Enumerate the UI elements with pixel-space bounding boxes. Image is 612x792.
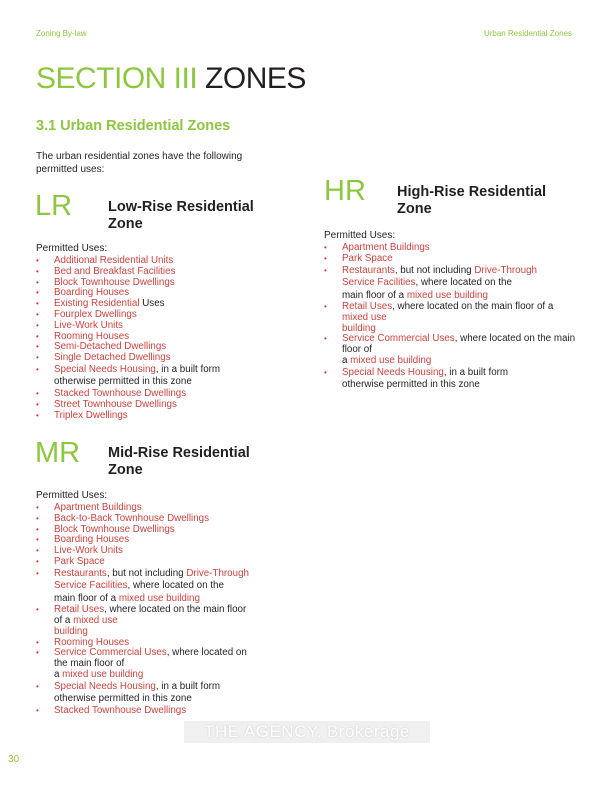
hr-permitted-label: Permitted Uses: (324, 230, 396, 241)
list-item (36, 557, 286, 568)
use-link[interactable]: Service Facilities (342, 277, 416, 289)
use-text: , in a built form (155, 363, 221, 375)
lr-zone-code: LR (35, 190, 73, 222)
use-text: , but not including (394, 264, 475, 276)
list-item (36, 411, 286, 422)
mr-title-line1: Mid-Rise Residential (108, 445, 250, 461)
use-text: otherwise permitted in this zone (54, 376, 192, 388)
use-link[interactable]: mixed use building (350, 355, 432, 367)
lr-title-line1: Low-Rise Residential (108, 199, 254, 215)
use-text: , but not including (106, 567, 187, 579)
use-link[interactable]: Drive-Through (186, 567, 249, 579)
use-link[interactable]: Special Needs Housing (54, 680, 156, 692)
use-text: , in a built form (443, 366, 509, 378)
use-text: the main floor of (54, 658, 125, 670)
list-item (36, 353, 286, 364)
use-link[interactable]: Apartment Buildings (342, 242, 430, 253)
mr-zone-code: MR (35, 437, 81, 469)
hr-zone-code: HR (324, 175, 366, 207)
use-link[interactable]: Service Commercial Uses (342, 333, 455, 345)
use-link[interactable]: Stacked Townhouse Dwellings (54, 387, 187, 399)
use-link[interactable]: Fourplex Dwellings (54, 308, 137, 320)
use-link[interactable]: Service Facilities (54, 580, 128, 592)
use-link[interactable]: Park Space (342, 252, 393, 264)
list-item (36, 605, 286, 637)
use-link[interactable]: Special Needs Housing (54, 363, 156, 375)
list-item (324, 367, 612, 392)
use-link[interactable]: Boarding Houses (54, 287, 130, 299)
list-item (36, 681, 286, 706)
watermark: THE AGENCY, Brokerage (184, 721, 430, 743)
use-link[interactable]: building (54, 625, 88, 637)
mr-zone-title (108, 445, 250, 479)
hr-title-line2: Zone (397, 201, 432, 217)
lr-zone-title (108, 199, 254, 233)
use-link[interactable]: Retail Uses (342, 301, 393, 313)
use-link[interactable]: Rooming Houses (54, 330, 130, 342)
use-text: , where located on the main floor of a (392, 301, 554, 313)
use-text: , where located on the (127, 580, 224, 592)
use-link[interactable]: building (342, 322, 376, 334)
use-link[interactable]: Street Townhouse Dwellings (54, 398, 177, 410)
use-link[interactable]: Bed and Breakfast Facilities (54, 265, 176, 277)
lr-title-line2: Zone (108, 216, 143, 232)
use-link[interactable]: mixed use building (62, 669, 144, 681)
use-link[interactable]: Retail Uses (54, 604, 105, 616)
list-item (36, 706, 286, 717)
use-text: , where located on the (415, 277, 512, 289)
use-text: , where located on (166, 647, 247, 659)
use-text: , in a built form (155, 680, 221, 692)
list-item (36, 648, 286, 680)
lr-permitted-label: Permitted Uses: (36, 243, 108, 254)
hr-uses-list (324, 243, 612, 392)
list-item (36, 364, 286, 389)
use-link[interactable]: Restaurants (54, 567, 107, 579)
use-text: otherwise permitted in this zone (54, 693, 192, 705)
mr-title-line2: Zone (108, 462, 143, 478)
use-link[interactable]: Single Detached Dwellings (54, 352, 171, 364)
use-link[interactable]: Live-Work Units (54, 545, 123, 557)
use-text: floor of (342, 344, 372, 356)
lr-uses-list (36, 256, 286, 421)
use-link[interactable]: mixed use building (406, 289, 488, 301)
use-link[interactable]: Existing Residential (54, 298, 140, 310)
list-item (324, 265, 612, 303)
mr-uses-list (36, 503, 286, 717)
intro-paragraph: The urban residential zones have the following permitted uses: (36, 151, 243, 175)
use-link[interactable]: mixed use (342, 311, 387, 323)
use-text: otherwise permitted in this zone (342, 379, 480, 391)
list-item (324, 334, 612, 366)
use-link[interactable]: Additional Residential Units (54, 255, 174, 266)
use-text: main floor of a (342, 289, 407, 301)
use-link[interactable]: Stacked Townhouse Dwellings (54, 704, 187, 716)
section-word: ZONES (205, 62, 306, 95)
use-link[interactable]: Live-Work Units (54, 319, 123, 331)
use-link[interactable]: Drive-Through (474, 264, 537, 276)
list-item (324, 302, 612, 334)
use-link[interactable]: Boarding Houses (54, 534, 130, 546)
use-text: of a (54, 615, 74, 627)
use-text: a (342, 355, 351, 367)
use-text: , where located on the main floor (104, 604, 247, 616)
use-link[interactable]: Triplex Dwellings (54, 409, 128, 421)
mr-permitted-label: Permitted Uses: (36, 490, 108, 501)
use-link[interactable]: mixed use (73, 615, 118, 627)
use-text: main floor of a (54, 592, 119, 604)
use-link[interactable]: Block Townhouse Dwellings (54, 523, 175, 535)
hr-zone-title (397, 184, 546, 218)
use-link[interactable]: Special Needs Housing (342, 366, 444, 378)
subsection-heading: 3.1 Urban Residential Zones (36, 118, 231, 134)
page-number: 30 (8, 754, 20, 765)
use-link[interactable]: Semi-Detached Dwellings (54, 341, 167, 353)
use-link[interactable]: Block Townhouse Dwellings (54, 276, 175, 288)
use-link[interactable]: Park Space (54, 555, 105, 567)
running-header-right: Urban Residential Zones (483, 29, 572, 38)
list-item (36, 568, 286, 606)
use-text: a (54, 669, 63, 681)
section-prefix: SECTION III (36, 62, 198, 95)
section-title (36, 62, 306, 96)
use-link[interactable]: Apartment Buildings (54, 502, 142, 513)
use-link[interactable]: Back-to-Back Townhouse Dwellings (54, 512, 210, 524)
use-link[interactable]: mixed use building (118, 592, 200, 604)
use-link[interactable]: Service Commercial Uses (54, 647, 167, 659)
list-item (324, 254, 612, 265)
running-header-left: Zoning By-law (36, 29, 87, 38)
hr-title-line1: High-Rise Residential (397, 184, 547, 200)
use-text: , where located on the main (454, 333, 576, 345)
use-link[interactable]: Rooming Houses (54, 636, 130, 648)
use-text: Uses (139, 298, 165, 310)
use-link[interactable]: Restaurants (342, 264, 395, 276)
